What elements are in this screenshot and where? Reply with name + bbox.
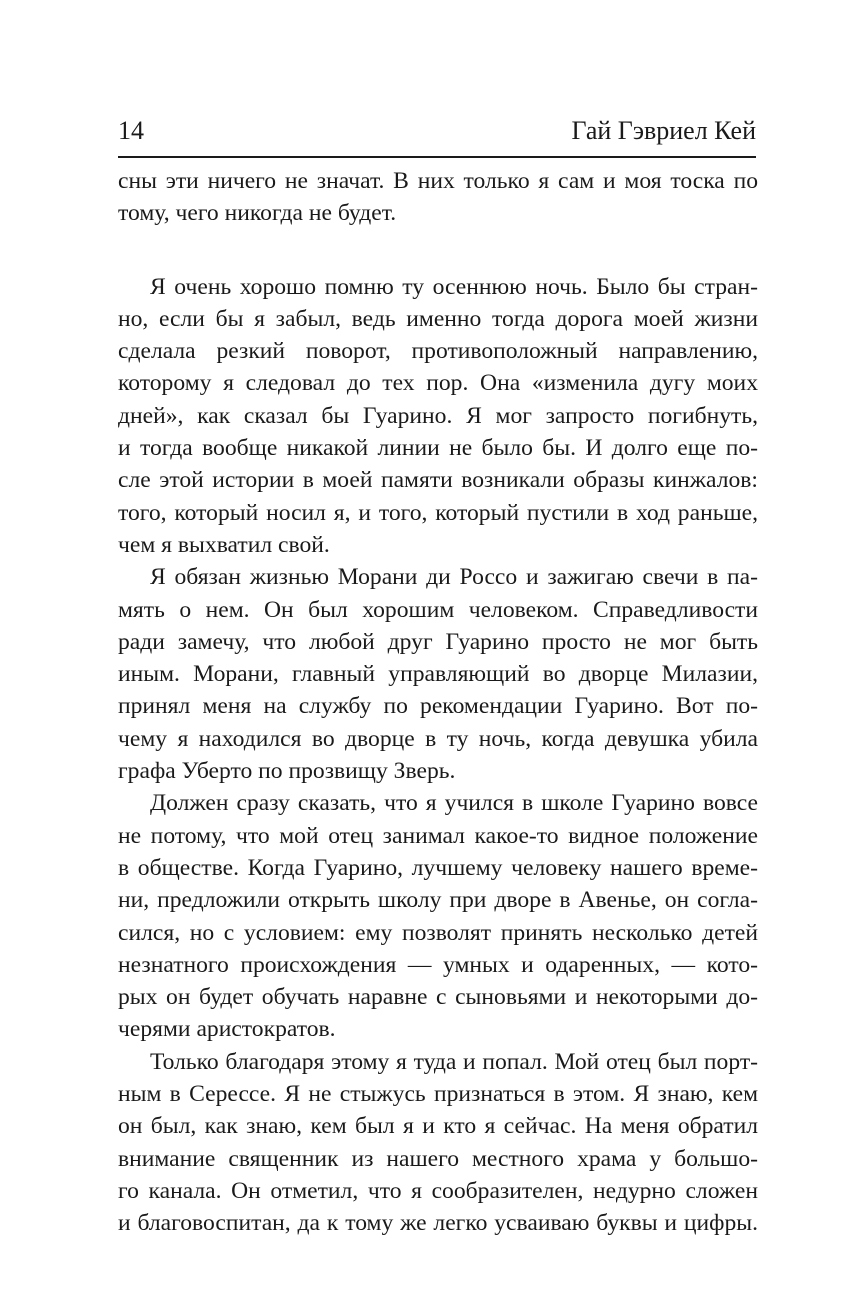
text-line: но, если бы я забыл, ведь именно тогда дорога моей жизни [118, 305, 758, 332]
text-line: черями аристократов. [118, 1016, 336, 1043]
text-line: и тогда вообще никакой линии не было бы. И долго еще по- [118, 435, 758, 462]
text-line: тому, чего никогда не будет. [118, 200, 397, 227]
text-line: того, который носил я, и того, который пустили в ход раньше, [118, 499, 758, 526]
text-line: ради замечу, что любой друг Гуарино просто не мог быть [118, 628, 758, 655]
page-header [118, 112, 756, 158]
text-line: принял меня на службу по рекомендации Гуарино. Вот по- [118, 693, 758, 720]
running-head-author: Гай Гэвриел Кей [571, 116, 756, 145]
text-line: в обществе. Когда Гуарино, лучшему человеку нашего време- [118, 854, 758, 881]
text-line: ни, предложили открыть школу при дворе в Авенье, он согла- [118, 887, 758, 914]
text-line: чем я выхватил свой. [118, 531, 330, 558]
paragraph-first-line: Я очень хорошо помню ту осеннюю ночь. Было бы стран- [150, 273, 758, 300]
text-line: ным в Серессе. Я не стыжусь признаться в этом. Я знаю, кем [118, 1081, 758, 1108]
page-number: 14 [118, 116, 144, 145]
text-line: чему я находился во дворце в ту ночь, когда девушка убила [118, 725, 758, 752]
paragraph-first-line: Только благодаря этому я туда и попал. Мой отец был порт- [150, 1048, 758, 1075]
text-line: мять о нем. Он был хорошим человеком. Справедливости [118, 596, 758, 623]
body-text [118, 165, 758, 1240]
paragraph-first-line: Я обязан жизнью Морани ди Россо и зажигаю свечи в па- [150, 564, 758, 591]
text-line: не потому, что мой отец занимал какое-то видное положение [118, 822, 758, 849]
text-line: сился, но с условием: ему позволят принять несколько детей [118, 919, 758, 946]
paragraph-first-line: Должен сразу сказать, что я учился в школе Гуарино вовсе [150, 790, 758, 817]
text-line: которому я следовал до тех пор. Она «изменила дугу моих [118, 370, 758, 397]
section-break [118, 230, 758, 271]
text-line: дней», как сказал бы Гуарино. Я мог запросто погибнуть, [118, 402, 758, 429]
text-line: графа Уберто по прозвищу Зверь. [118, 758, 456, 785]
text-line: иным. Морани, главный управляющий во дворце Милазии, [118, 661, 758, 688]
text-line: и благовоспитан, да к тому же легко усваиваю буквы и цифры. [118, 1210, 758, 1237]
text-line: сны эти ничего не значат. В них только я сам и моя тоска по [118, 168, 758, 194]
text-line: незнатного происхождения — умных и одаренных, — кото- [118, 951, 758, 978]
text-line: сделала резкий поворот, противоположный направлению, [118, 338, 758, 365]
text-line: рых он будет обучать наравне с сыновьями и некоторыми до- [118, 984, 758, 1011]
text-line: внимание священник из нашего местного храма у большо- [118, 1145, 758, 1172]
text-line: сле этой истории в моей памяти возникали образы кинжалов: [118, 467, 758, 494]
book-page [118, 0, 758, 1312]
text-line: го канала. Он отметил, что я сообразителен, недурно сложен [118, 1177, 758, 1204]
text-line: он был, как знаю, кем был я и кто я сейчас. На меня обратил [118, 1113, 758, 1140]
